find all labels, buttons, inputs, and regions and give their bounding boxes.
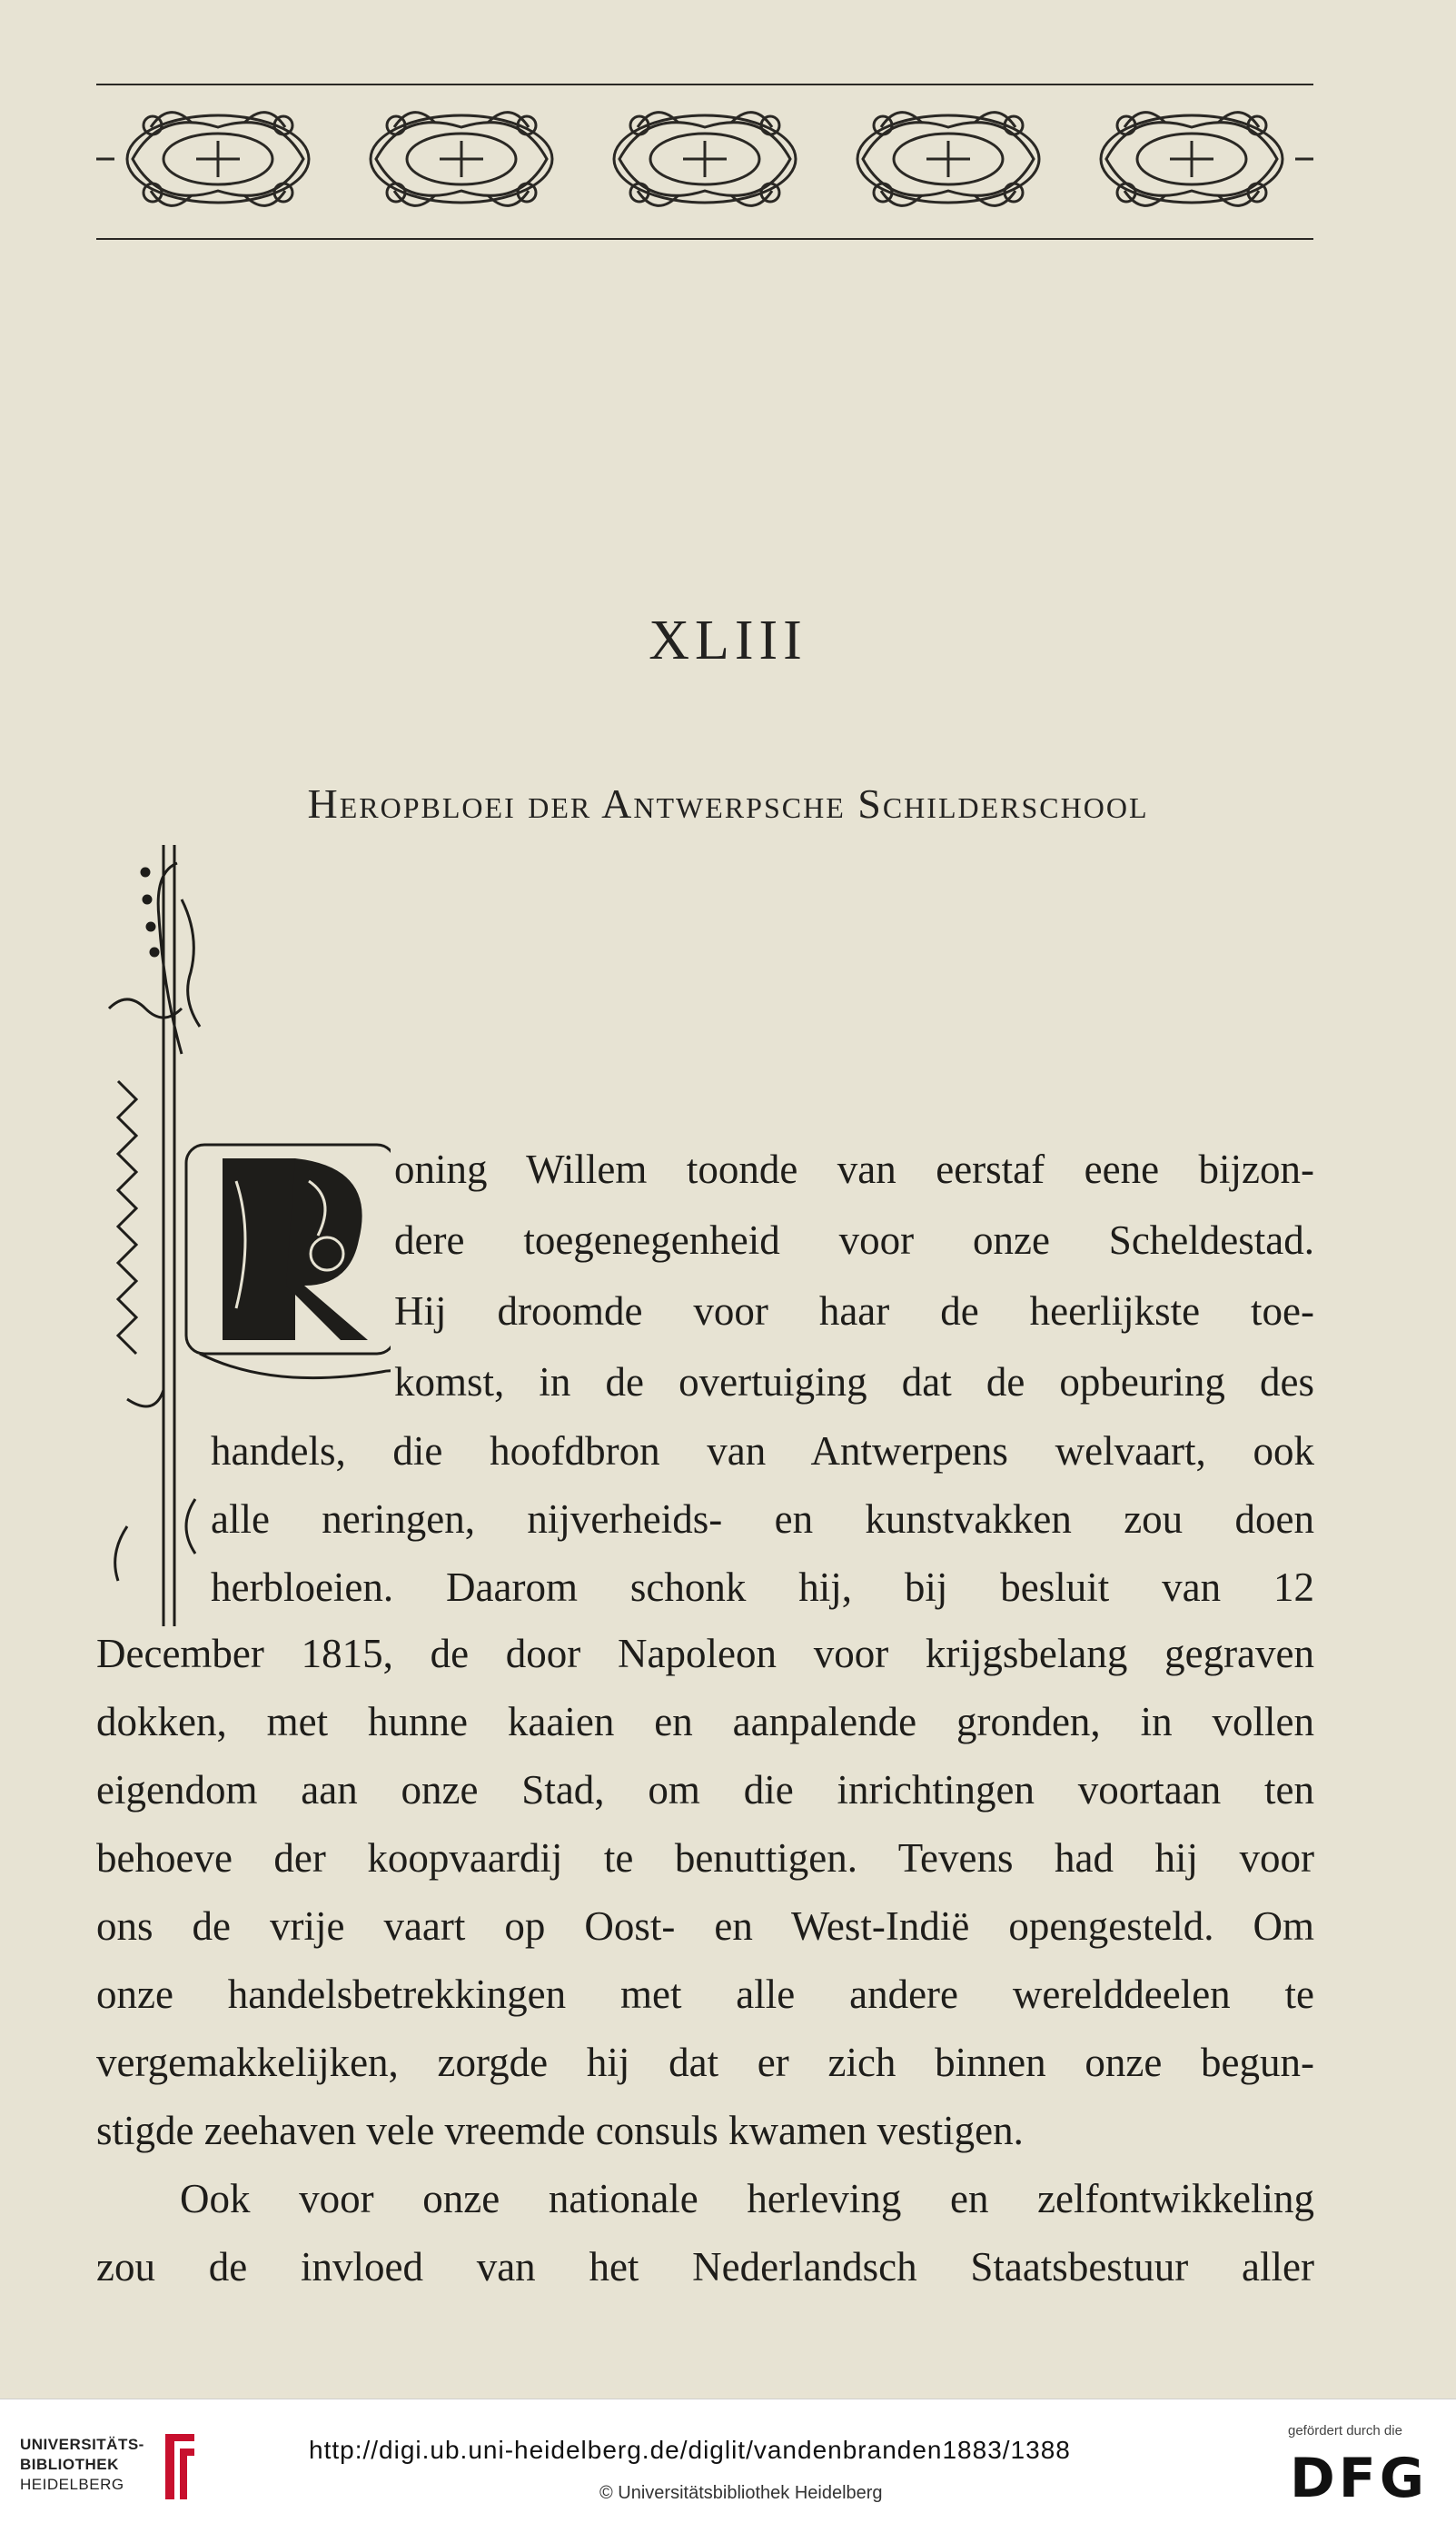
top-rule bbox=[96, 84, 1313, 85]
library-name-line1: UNIVERSITÄTS- bbox=[20, 2436, 144, 2453]
text-line: onze handelsbetrekkingen met alle andere werelddeelen te bbox=[96, 1972, 1314, 2017]
dfg-logo: DFG bbox=[1290, 2447, 1429, 2510]
funding-credit: gefördert durch die bbox=[1288, 2423, 1402, 2439]
text-line: eigendom aan onze Stad, om die inrichtingen voortaan ten bbox=[96, 1767, 1314, 1813]
library-logo-icon bbox=[162, 2430, 198, 2503]
text-line: stigde zeehaven vele vreemde consuls kwamen vestigen. bbox=[96, 2108, 1024, 2153]
copyright-notice: © Universitätsbibliothek Heidelberg bbox=[599, 2483, 883, 2503]
text-line: behoeve der koopvaardij te benuttigen. Tevens had hij voor bbox=[96, 1835, 1314, 1881]
text-line: ons de vrije vaart op Oost- en West-Indië opengesteld. Om bbox=[96, 1903, 1314, 1949]
chapter-title: Heropbloei der Antwerpsche Schilderschool bbox=[307, 780, 1149, 827]
text-line: alle neringen, nijverheids- en kunstvakken zou doen bbox=[211, 1496, 1314, 1542]
top-rule-lower bbox=[96, 238, 1313, 240]
text-line: vergemakkelijken, zorgde hij dat er zich binnen onze begun- bbox=[96, 2040, 1314, 2085]
ornament-band-icon bbox=[96, 91, 1313, 227]
footer-bar bbox=[0, 2399, 1456, 2523]
text-line: herbloeien. Daarom schonk hij, bij besluit van 12 bbox=[211, 1564, 1314, 1610]
library-name-line3: HEIDELBERG bbox=[20, 2476, 124, 2493]
text-line: zou de invloed van het Nederlandsch Staatsbestuur aller bbox=[96, 2244, 1314, 2290]
text-line: Ook voor onze nationale herleving en zelfontwikkeling bbox=[180, 2176, 1314, 2221]
text-line: December 1815, de door Napoleon voor krijgsbelang gegraven bbox=[96, 1631, 1314, 1676]
chapter-number: XLIII bbox=[649, 610, 807, 671]
text-line: oning Willem toonde van eerstaf eene bijzon- bbox=[394, 1147, 1314, 1192]
text-line: Hij droomde voor haar de heerlijkste toe- bbox=[394, 1288, 1314, 1334]
text-line: handels, die hoofdbron van Antwerpens welvaart, ook bbox=[211, 1428, 1314, 1474]
library-name-line2: BIBLIOTHEK bbox=[20, 2456, 119, 2473]
text-line: komst, in de overtuiging dat de opbeuring des bbox=[394, 1359, 1314, 1405]
source-url-link[interactable]: http://digi.ub.uni-heidelberg.de/diglit/vandenbranden1883/1388 bbox=[309, 2436, 1071, 2464]
text-line: dokken, met hunne kaaien en aanpalende gronden, in vollen bbox=[96, 1699, 1314, 1744]
text-line: dere toegenegenheid voor onze Scheldestad. bbox=[394, 1217, 1314, 1263]
